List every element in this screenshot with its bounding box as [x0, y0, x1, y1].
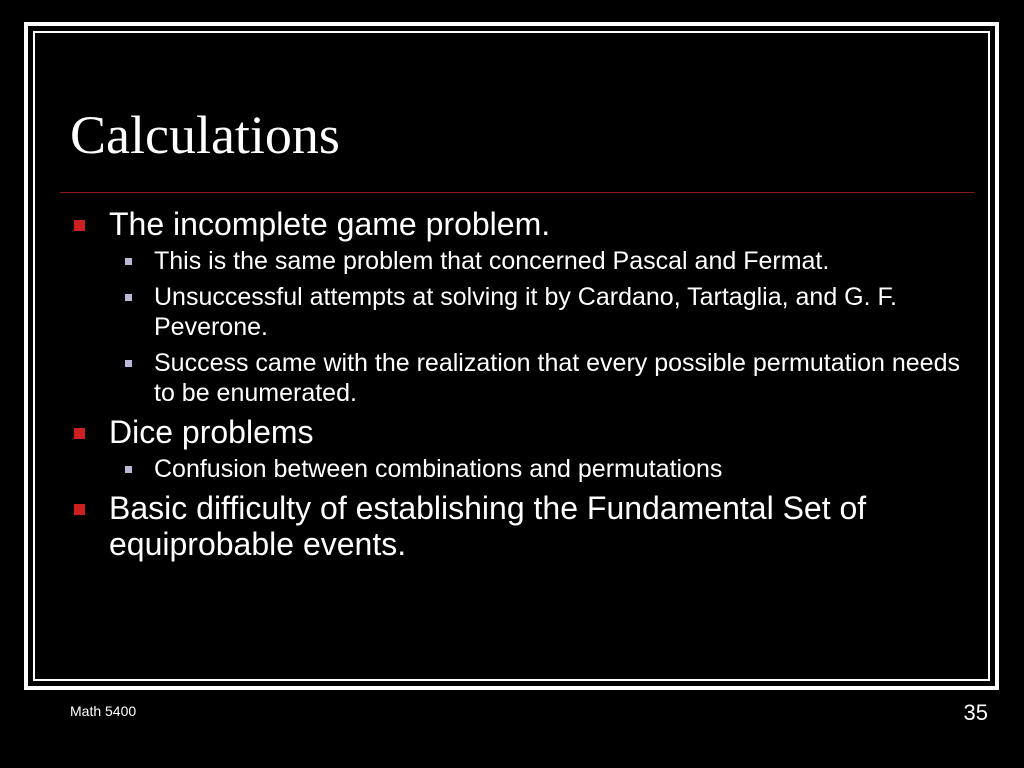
- bullet-item: [72, 490, 962, 562]
- small-square-bullet-icon: [125, 466, 132, 473]
- sub-bullet-item: [109, 348, 962, 408]
- bullet-text: Dice problems: [109, 414, 314, 450]
- sub-bullet-item: [109, 246, 962, 276]
- title-divider: [60, 192, 974, 193]
- square-bullet-icon: [74, 220, 85, 231]
- square-bullet-icon: [74, 428, 85, 439]
- bullet-text: Basic difficulty of establishing the Fundamental Set of equiprobable events.: [109, 490, 867, 562]
- sub-bullet-text: This is the same problem that concerned Pascal and Fermat.: [154, 247, 830, 275]
- bullet-list: [72, 206, 962, 566]
- bullet-item: [72, 206, 962, 242]
- slide-title: Calculations: [70, 105, 340, 165]
- small-square-bullet-icon: [125, 258, 132, 265]
- sub-bullet-text: Confusion between combinations and permutations: [154, 455, 723, 483]
- sub-bullet-text: Success came with the realization that every possible permutation needs to be enumerated.: [154, 349, 960, 407]
- small-square-bullet-icon: [125, 360, 132, 367]
- slide-page-number: 35: [963, 700, 988, 725]
- bullet-item: [72, 414, 962, 450]
- sub-bullet-text: Unsuccessful attempts at solving it by Cardano, Tartaglia, and G. F. Peverone.: [154, 283, 897, 341]
- sub-bullet-item: [109, 454, 962, 484]
- footer-course-label: Math 5400: [70, 703, 137, 719]
- small-square-bullet-icon: [125, 294, 132, 301]
- bullet-text: The incomplete game problem.: [109, 206, 551, 242]
- sub-bullet-item: [109, 282, 962, 342]
- square-bullet-icon: [74, 504, 85, 515]
